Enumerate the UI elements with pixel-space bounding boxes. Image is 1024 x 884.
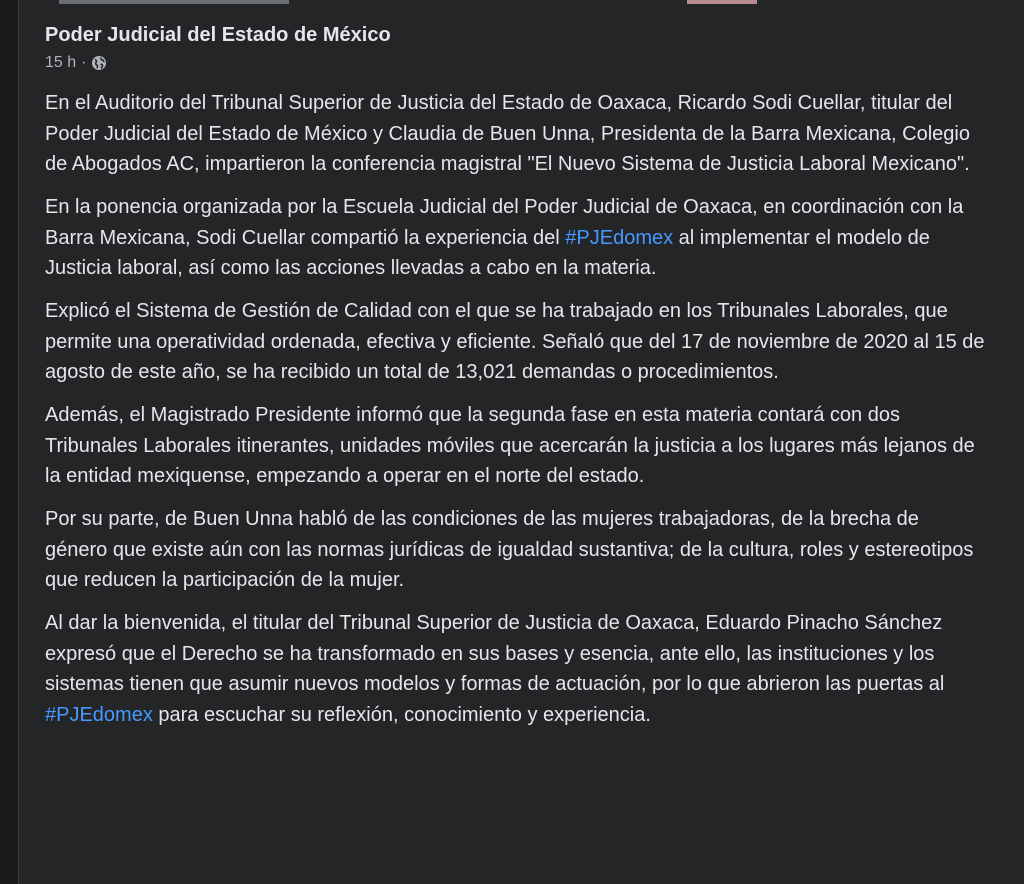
previous-post-image-edge — [59, 0, 289, 4]
previous-post-image-edge — [687, 0, 757, 4]
post-paragraph — [45, 608, 985, 730]
post-paragraph — [45, 192, 985, 284]
post-paragraph: Además, el Magistrado Presidente informó que la segunda fase en esta materia contará con dos Tribunales Laborales itinerantes, unidades móviles que acercarán la justicia a los lugares más lejanos de la entidad mexiquense, empezando a operar en el norte del estado. — [45, 404, 975, 487]
post-body — [45, 88, 985, 743]
meta-separator: · — [81, 54, 87, 71]
post-timestamp[interactable]: 15 h — [45, 54, 77, 71]
post-paragraph: En el Auditorio del Tribunal Superior de Justicia del Estado de Oaxaca, Ricardo Sodi Cuellar, titular del Poder Judicial del Estado de México y Claudia de Buen Unna, Presidenta de la Barra Mexicana, Colegio de Abogados AC, impartieron la conferencia magistral "El Nuevo Sistema de Justicia Laboral Mexicano". — [45, 92, 970, 175]
hashtag-link[interactable]: #PJEdomex — [45, 703, 153, 726]
paragraph-text: En la ponencia organizada por la Escuela Judicial del Poder Judicial de Oaxaca, en coordinación con la Barra Mexicana, Sodi Cuellar compartió la experiencia del — [45, 196, 964, 249]
post-header — [45, 22, 391, 73]
hashtag-link[interactable]: #PJEdomex — [565, 226, 674, 249]
paragraph-text: para escuchar su reflexión, conocimiento y experiencia. — [152, 703, 651, 726]
post-card — [18, 0, 1024, 884]
globe-icon[interactable] — [91, 55, 107, 71]
post-meta — [45, 53, 391, 73]
post-paragraph: Por su parte, de Buen Unna habló de las condiciones de las mujeres trabajadoras, de la brecha de género que existe aún con las normas jurídicas de igualdad sustantiva; de la cultura, roles y estereotipos que reducen la participación de la mujer. — [45, 508, 974, 591]
paragraph-text: al implementar el modelo de Justicia laboral, así como las acciones llevadas a cabo en la materia. — [45, 226, 930, 279]
page-name-link[interactable]: Poder Judicial del Estado de México — [45, 24, 391, 46]
paragraph-text: Al dar la bienvenida, el titular del Tribunal Superior de Justicia de Oaxaca, Eduardo Pinacho Sánchez expresó que el Derecho se ha transformado en sus bases y esencia, ante ello, las instituciones y los sistemas tienen que asumir nuevos modelos y formas de actuación, por lo que abrieron las puertas al — [45, 612, 945, 695]
post-paragraph: Explicó el Sistema de Gestión de Calidad con el que se ha trabajado en los Tribunales Laborales, que permite una operatividad ordenada, efectiva y eficiente. Señaló que del 17 de noviembre de 2020 al 15 de agosto de este año, se ha recibido un total de 13,021 demandas o procedimientos. — [45, 300, 985, 383]
